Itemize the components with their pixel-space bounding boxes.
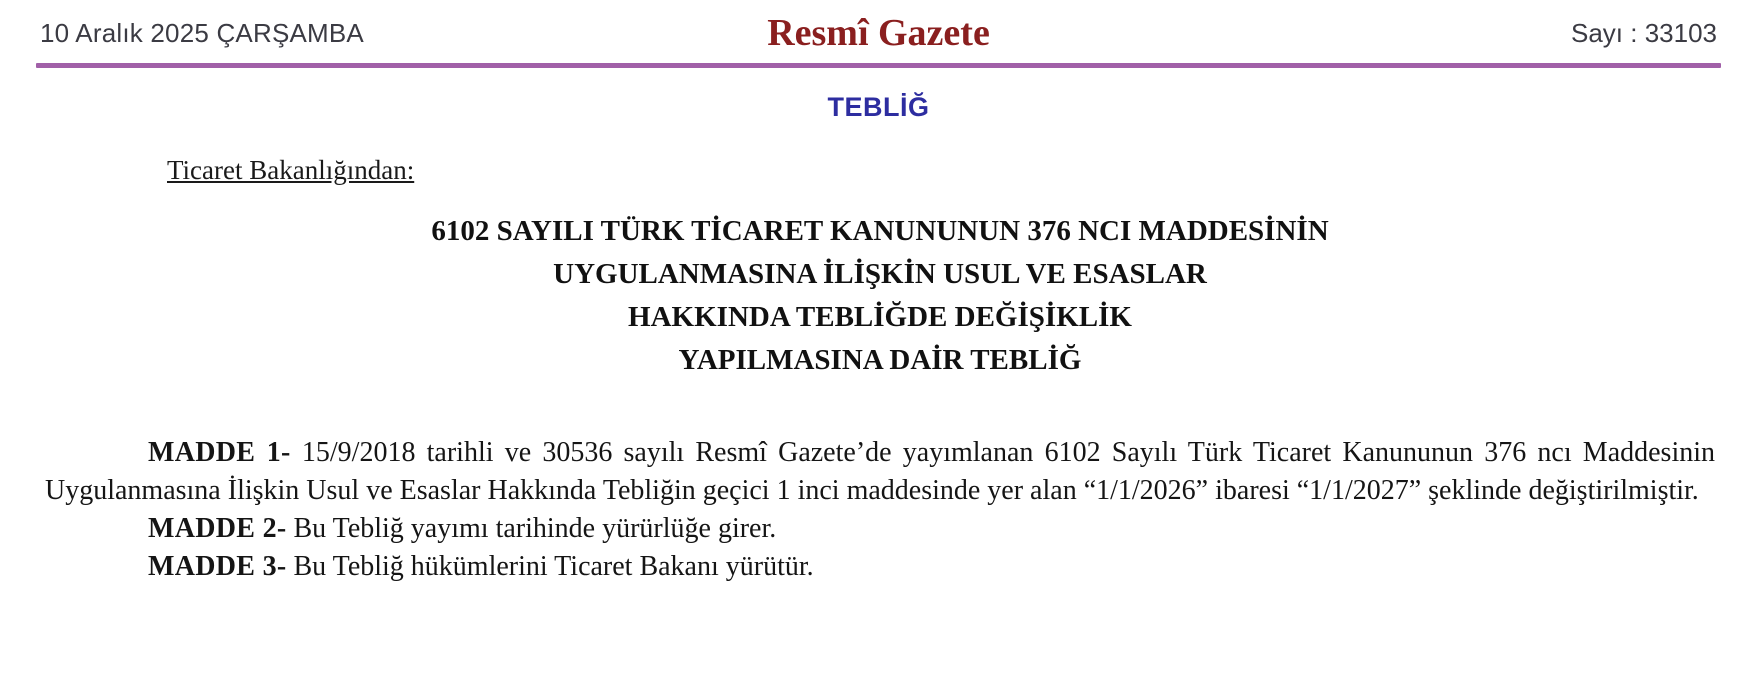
- article-text: 15/9/2018 tarihli ve 30536 sayılı Resmî Gazete’de yayımlanan 6102 Sayılı Türk Ticaret Kanununun 376 ncı Maddesinin Uygulanmasına İlişkin Usul ve Esaslar Hakkında Tebliğin geçici 1 inci maddesinde yer alan “1/1/2026” ibaresi “1/1/2027” şeklinde değiştirilmiştir.: [45, 437, 1716, 506]
- article-paragraph: [45, 434, 1715, 510]
- document-title-line: 6102 SAYILI TÜRK TİCARET KANUNUNUN 376 NCI MADDESİNİN: [431, 215, 1329, 247]
- article-label: MADDE 1-: [148, 437, 291, 468]
- document-title-line: HAKKINDA TEBLİĞDE DEĞİŞİKLİK: [628, 301, 1132, 333]
- article-text: Bu Tebliğ hükümlerini Ticaret Bakanı yürütür.: [293, 551, 814, 582]
- article-paragraph: [45, 548, 1715, 586]
- document-title-line: UYGULANMASINA İLİŞKİN USUL VE ESASLAR: [553, 258, 1207, 290]
- document-title-line: YAPILMASINA DAİR TEBLİĞ: [678, 344, 1082, 376]
- article-label: MADDE 3-: [148, 551, 287, 582]
- articles: [45, 434, 1715, 586]
- document-title: [45, 210, 1715, 382]
- masthead-divider: [36, 63, 1721, 68]
- gazette-issue-number: Sayı : 33103: [1571, 17, 1717, 48]
- section-heading: TEBLİĞ: [827, 92, 930, 122]
- masthead: [0, 0, 1757, 56]
- document-content: [0, 155, 1757, 586]
- gazette-title: Resmî Gazete: [767, 12, 990, 54]
- gazette-date: 10 Aralık 2025 ÇARŞAMBA: [40, 17, 364, 48]
- article-paragraph: [45, 510, 1715, 548]
- article-text: Bu Tebliğ yayımı tarihinde yürürlüğe girer.: [293, 513, 777, 544]
- article-label: MADDE 2-: [148, 513, 287, 544]
- issuing-authority: Ticaret Bakanlığından:: [167, 155, 415, 185]
